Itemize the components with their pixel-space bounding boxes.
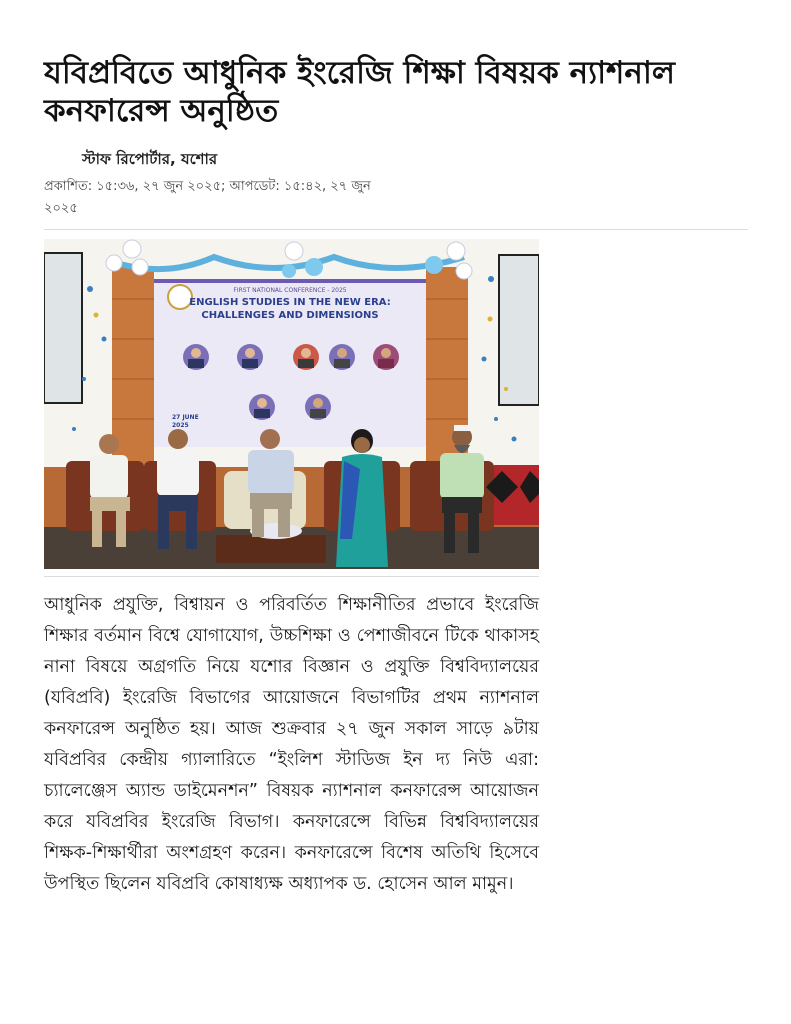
photo-divider	[44, 576, 539, 577]
article-photo	[44, 239, 539, 569]
article-body: আধুনিক প্রযুক্তি, বিশ্বায়ন ও পরিবর্তিত শিক্ষানীতির প্রভাবে ইংরেজি শিক্ষার বর্তমান বিশ্বে যোগাযোগ, উচ্চশিক্ষা ও পেশাজীবনে টিকে থাকাসহ নানা বিষয়ে অগ্রগতি নিয়ে যশোর বিজ্ঞান ও প্রযুক্তি বিশ্ববিদ্যালয়ের (যবিপ্রবি) ইংরেজি বিভাগের আয়োজনে বিভাগটির প্রথম ন্যাশনাল কনফারেন্স অনুষ্ঠিত হয়। আজ শুক্রবার ২৭ জুন সকাল সাড়ে ৯টায় যবিপ্রবির কেন্দ্রীয় গ্যালারিতে “ইংলিশ স্টাডিজ ইন দ্য নিউ এরা: চ্যালেঞ্জেস অ্যান্ড ডাইমেনশন” বিষয়ক ন্যাশনাল কনফারেন্স আয়োজন করে যবিপ্রবির ইংরেজি বিভাগ। কনফারেন্সে বিভিন্ন বিশ্ববিদ্যালয়ের শিক্ষক-শিক্ষার্থীরা অংশগ্রহণ করেন। কনফারেন্সে বিশেষ অতিথি হিসেবে উপস্থিত ছিলেন যবিপ্রবি কোষাধ্যক্ষ অধ্যাপক ড. হোসেন আল মামুন।	[44, 595, 539, 894]
header-divider	[44, 229, 748, 230]
banner-date-day: 27 JUNE	[172, 414, 199, 421]
banner-kicker: FIRST NATIONAL CONFERENCE - 2025	[233, 287, 347, 294]
banner-date-year: 2025	[172, 422, 189, 429]
banner-title-line-2: CHALLENGES AND DIMENSIONS	[201, 310, 379, 321]
banner-title-line-1: ENGLISH STUDIES IN THE NEW ERA:	[189, 297, 391, 308]
article-publish-dates: প্রকাশিত: ১৫:৩৬, ২৭ জুন ২০২৫; আপডেট: ১৫:৪২, ২৭ জুন ২০২৫	[44, 179, 371, 216]
article-headline: যবিপ্রবিতে আধুনিক ইংরেজি শিক্ষা বিষয়ক ন্যাশনাল কনফারেন্স অনুষ্ঠিত	[44, 55, 675, 129]
article-byline[interactable]: স্টাফ রিপোর্টার, যশোর	[82, 150, 218, 168]
